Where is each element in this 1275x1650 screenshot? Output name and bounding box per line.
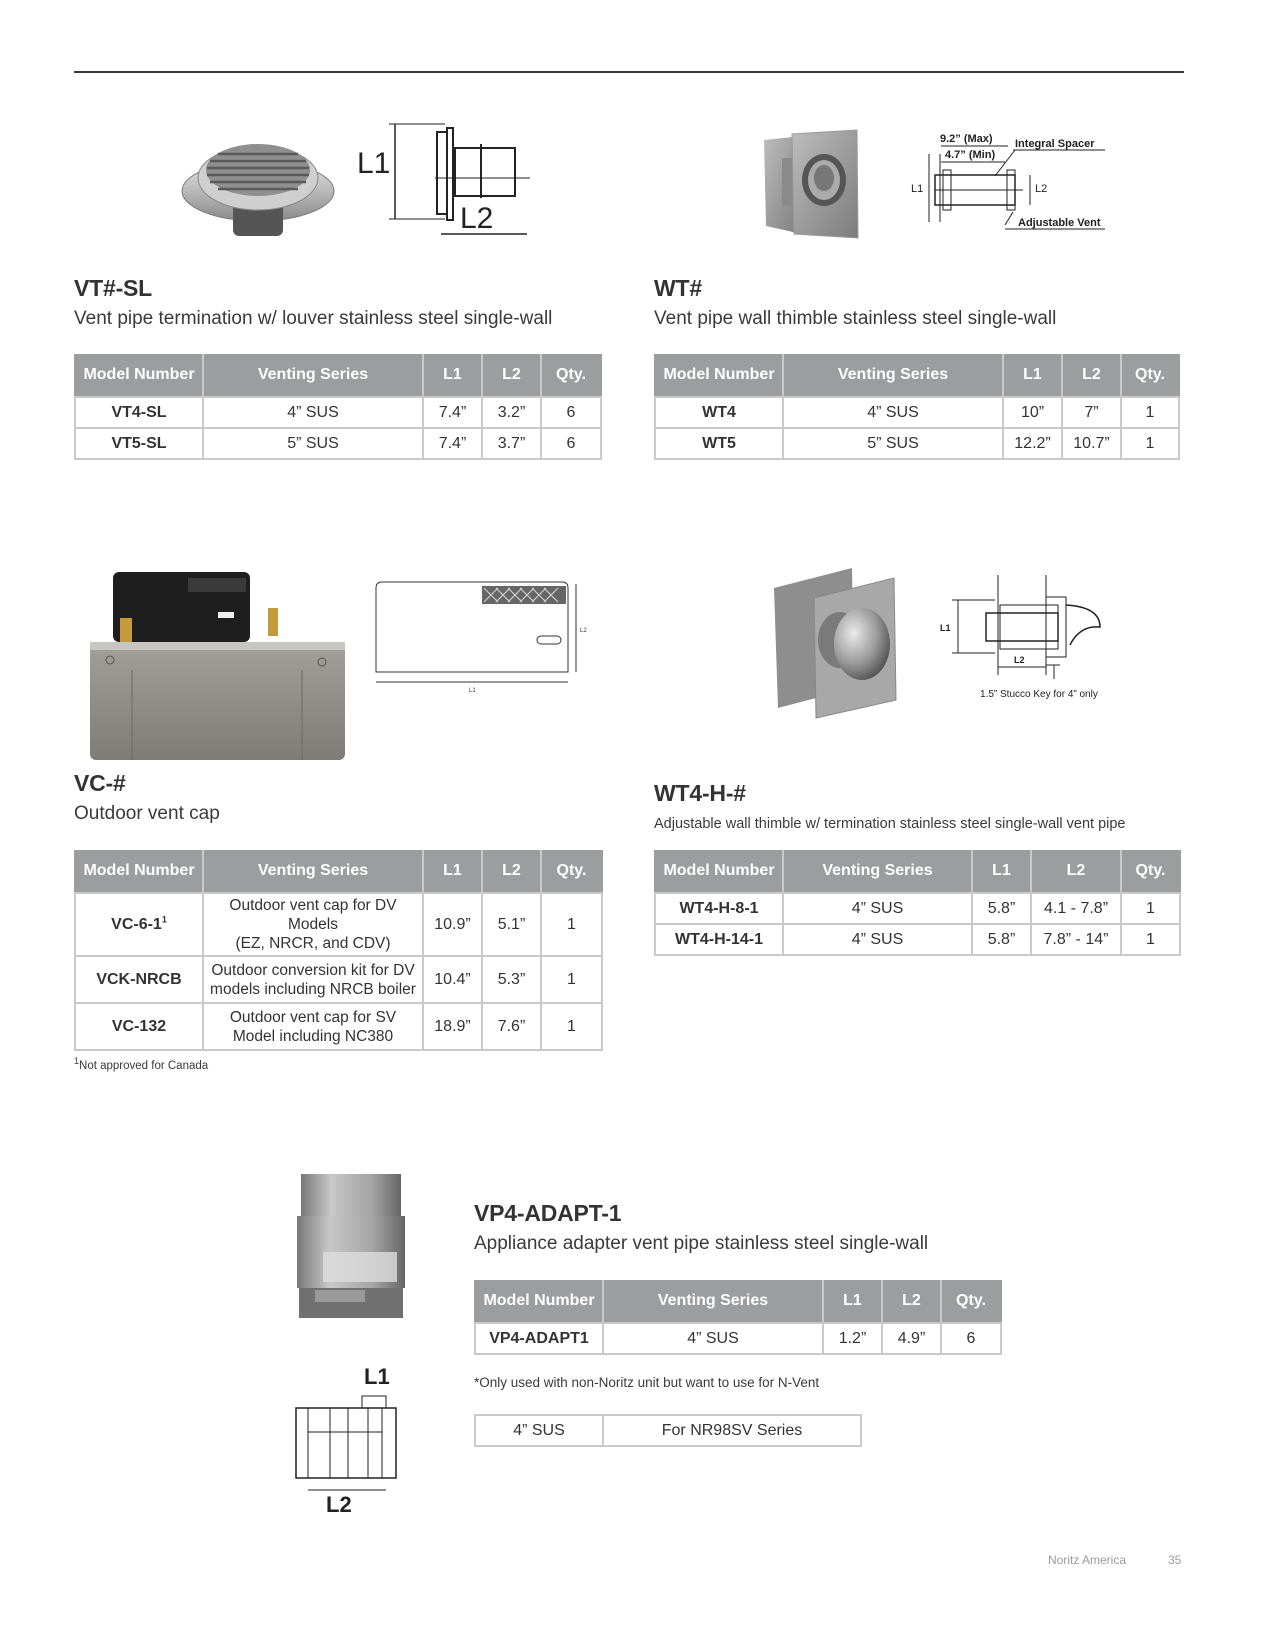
l1-value: 10.9”	[423, 893, 482, 956]
wt4h-l1-label: L1	[940, 623, 951, 633]
venting-series	[203, 1003, 423, 1050]
wt-min-label: 4.7” (Min)	[945, 149, 996, 161]
vc-l1-label: L1	[469, 688, 476, 694]
wt4h-spec-table	[654, 850, 1181, 956]
l2-value: 5.1”	[482, 893, 541, 956]
l1-value: 7.4”	[423, 397, 482, 428]
vp4-heading	[474, 1200, 928, 1255]
header-l2: L2	[1062, 354, 1121, 397]
table-header-row	[655, 850, 1180, 893]
venting-series: 4” SUS	[783, 397, 1003, 428]
header-l1: L1	[972, 850, 1031, 893]
wt4h-title: WT4-H-#	[654, 780, 746, 806]
header-venting-series: Venting Series	[203, 850, 423, 893]
venting-series: 5” SUS	[783, 428, 1003, 459]
header-l1: L1	[823, 1280, 882, 1323]
qty-value: 1	[541, 956, 602, 1003]
model-number: VT5-SL	[75, 428, 203, 459]
wt-l1-label: L1	[911, 183, 924, 195]
wt4h-heading	[654, 780, 1125, 832]
model-number: WT4-H-8-1	[655, 893, 783, 924]
venting-series-line2: (EZ, NRCR, and CDV)	[235, 935, 391, 952]
model-number: VCK-NRCB	[75, 956, 203, 1003]
vt-sl-title: VT#-SL	[74, 275, 153, 301]
venting-series-line1: Outdoor vent cap for SV	[229, 1008, 397, 1026]
vc-spec-table	[74, 850, 603, 1051]
vc-product-photo	[90, 570, 350, 760]
table-row	[655, 428, 1179, 459]
header-model-number: Model Number	[75, 850, 203, 893]
venting-series: 4” SUS	[203, 397, 423, 428]
vc-heading	[74, 770, 220, 825]
header-l2: L2	[882, 1280, 941, 1323]
top-divider	[74, 71, 1184, 73]
wt-product-photo	[762, 130, 862, 240]
l2-value: 10.7”	[1062, 428, 1121, 459]
header-qty: Qty.	[1121, 354, 1179, 397]
wt-subtitle: Vent pipe wall thimble stainless steel single-wall	[654, 308, 1057, 329]
table-header-row	[75, 354, 601, 397]
wt-spacer-label: Integral Spacer	[1015, 138, 1095, 150]
table-header-row	[475, 1280, 1001, 1323]
header-venting-series: Venting Series	[783, 354, 1003, 397]
table-row	[475, 1323, 1001, 1354]
footnote-mark: 1	[74, 1056, 80, 1067]
wt4h-dimension-diagram	[940, 575, 1120, 705]
header-l1: L1	[1003, 354, 1062, 397]
wt-max-label: 9.2” (Max)	[940, 133, 993, 145]
venting-series-line1: Outdoor vent cap for DV Models	[229, 897, 397, 933]
qty-value: 1	[1121, 428, 1179, 459]
header-l2: L2	[1031, 850, 1121, 893]
l1-value: 12.2”	[1003, 428, 1062, 459]
l1-value: 10.4”	[423, 956, 482, 1003]
wt-spec-table	[654, 354, 1180, 460]
wt4h-subtitle: Adjustable wall thimble w/ termination stainless steel single-wall vent pipe	[654, 816, 1126, 832]
header-model-number: Model Number	[655, 850, 783, 893]
vp4-note: *Only used with non-Noritz unit but want to use for N-Vent	[474, 1375, 820, 1390]
header-l2: L2	[482, 850, 541, 893]
header-qty: Qty.	[1121, 850, 1180, 893]
table-row	[475, 1415, 861, 1446]
venting-series-line2: models including NRCB boiler	[210, 980, 416, 998]
header-model-number: Model Number	[475, 1280, 603, 1323]
header-l1: L1	[423, 354, 482, 397]
venting-series: 5” SUS	[203, 428, 423, 459]
header-qty: Qty.	[941, 1280, 1001, 1323]
table-row	[75, 1003, 602, 1050]
vp4-subtitle: Appliance adapter vent pipe stainless steel single-wall	[474, 1233, 929, 1254]
vt-sl-l2-label: L2	[460, 202, 494, 235]
vp4-l2-label: L2	[326, 1492, 352, 1517]
wt4h-product-photo	[770, 568, 910, 718]
table-header-row	[75, 850, 602, 893]
wt-adjustable-label: Adjustable Vent	[1018, 217, 1101, 229]
qty-value: 1	[541, 893, 602, 956]
model-number-text: VC-6-1	[111, 915, 162, 933]
venting-series: 4” SUS	[783, 924, 972, 955]
wt-heading	[654, 275, 1056, 330]
table-row	[655, 397, 1179, 428]
l2-value: 5.3”	[482, 956, 541, 1003]
l2-value: 4.9”	[882, 1323, 941, 1354]
vt-sl-subtitle: Vent pipe termination w/ louver stainless steel single-wall	[74, 308, 553, 329]
l2-value: 7”	[1062, 397, 1121, 428]
wt4h-stucco-label: 1.5” Stucco Key for 4” only	[980, 689, 1098, 700]
page-number: 35	[1168, 1553, 1182, 1567]
qty-value: 1	[1121, 397, 1179, 428]
footnote-marker: 1	[161, 914, 167, 925]
vt-sl-heading	[74, 275, 552, 330]
vp4-product-photo	[295, 1170, 410, 1330]
vc-dimension-diagram	[372, 580, 592, 695]
l1-value: 18.9”	[423, 1003, 482, 1050]
header-venting-series: Venting Series	[203, 354, 423, 397]
series-description: For NR98SV Series	[603, 1415, 861, 1446]
vc-title: VC-#	[74, 770, 126, 796]
model-number: WT5	[655, 428, 783, 459]
l1-value: 1.2”	[823, 1323, 882, 1354]
model-number: VC-132	[75, 1003, 203, 1050]
vp4-l1-label: L1	[364, 1364, 390, 1389]
qty-value: 6	[941, 1323, 1001, 1354]
vc-subtitle: Outdoor vent cap	[74, 803, 220, 824]
venting-series-line1: Outdoor conversion kit for DV	[211, 961, 415, 979]
header-model-number: Model Number	[655, 354, 783, 397]
l1-value: 10”	[1003, 397, 1062, 428]
table-row	[75, 397, 601, 428]
header-venting-series: Venting Series	[603, 1280, 823, 1323]
vp4-spec-table	[474, 1280, 1002, 1355]
wt-title: WT#	[654, 275, 702, 301]
qty-value: 6	[541, 397, 601, 428]
qty-value: 6	[541, 428, 601, 459]
wt-l2-label: L2	[1035, 183, 1048, 195]
table-row	[655, 924, 1180, 955]
venting-series	[203, 956, 423, 1003]
l1-value: 7.4”	[423, 428, 482, 459]
venting-series: 4” SUS	[783, 893, 972, 924]
header-l1: L1	[423, 850, 482, 893]
qty-value: 1	[1121, 893, 1180, 924]
vt-sl-spec-table	[74, 354, 602, 460]
vc-l2-label: L2	[580, 628, 587, 634]
footer-brand: Noritz America	[1048, 1553, 1127, 1567]
venting-series: 4” SUS	[475, 1415, 603, 1446]
l2-value: 3.7”	[482, 428, 541, 459]
table-row	[75, 893, 602, 956]
header-qty: Qty.	[541, 354, 601, 397]
table-row	[75, 956, 602, 1003]
header-qty: Qty.	[541, 850, 602, 893]
vt-sl-l1-label: L1	[357, 147, 391, 180]
venting-series: 4” SUS	[603, 1323, 823, 1354]
model-number: WT4-H-14-1	[655, 924, 783, 955]
header-venting-series: Venting Series	[783, 850, 972, 893]
qty-value: 1	[541, 1003, 602, 1050]
model-number: VP4-ADAPT1	[475, 1323, 603, 1354]
model-number	[75, 893, 203, 956]
header-model-number: Model Number	[75, 354, 203, 397]
venting-series-line2: Model including NC380	[232, 1027, 394, 1045]
table-header-row	[655, 354, 1179, 397]
table-row	[655, 893, 1180, 924]
venting-series	[203, 893, 423, 956]
l1-value: 5.8”	[972, 924, 1031, 955]
vp4-dimension-diagram	[290, 1360, 405, 1517]
model-number: WT4	[655, 397, 783, 428]
l2-value: 7.6”	[482, 1003, 541, 1050]
vp4-title: VP4-ADAPT-1	[474, 1200, 622, 1226]
vc-footnote	[74, 1056, 209, 1072]
wt-dimension-diagram	[905, 130, 1115, 235]
table-row	[75, 428, 601, 459]
vt-sl-product-photo	[178, 126, 338, 246]
l2-value: 3.2”	[482, 397, 541, 428]
l1-value: 5.8”	[972, 893, 1031, 924]
l2-value: 7.8” - 14”	[1031, 924, 1121, 955]
vt-sl-dimension-diagram	[357, 118, 535, 238]
qty-value: 1	[1121, 924, 1180, 955]
vp4-extra-table	[474, 1414, 862, 1447]
l2-value: 4.1 - 7.8”	[1031, 893, 1121, 924]
header-l2: L2	[482, 354, 541, 397]
footnote-text: Not approved for Canada	[79, 1060, 209, 1072]
wt4h-l2-label: L2	[1014, 655, 1025, 665]
model-number: VT4-SL	[75, 397, 203, 428]
